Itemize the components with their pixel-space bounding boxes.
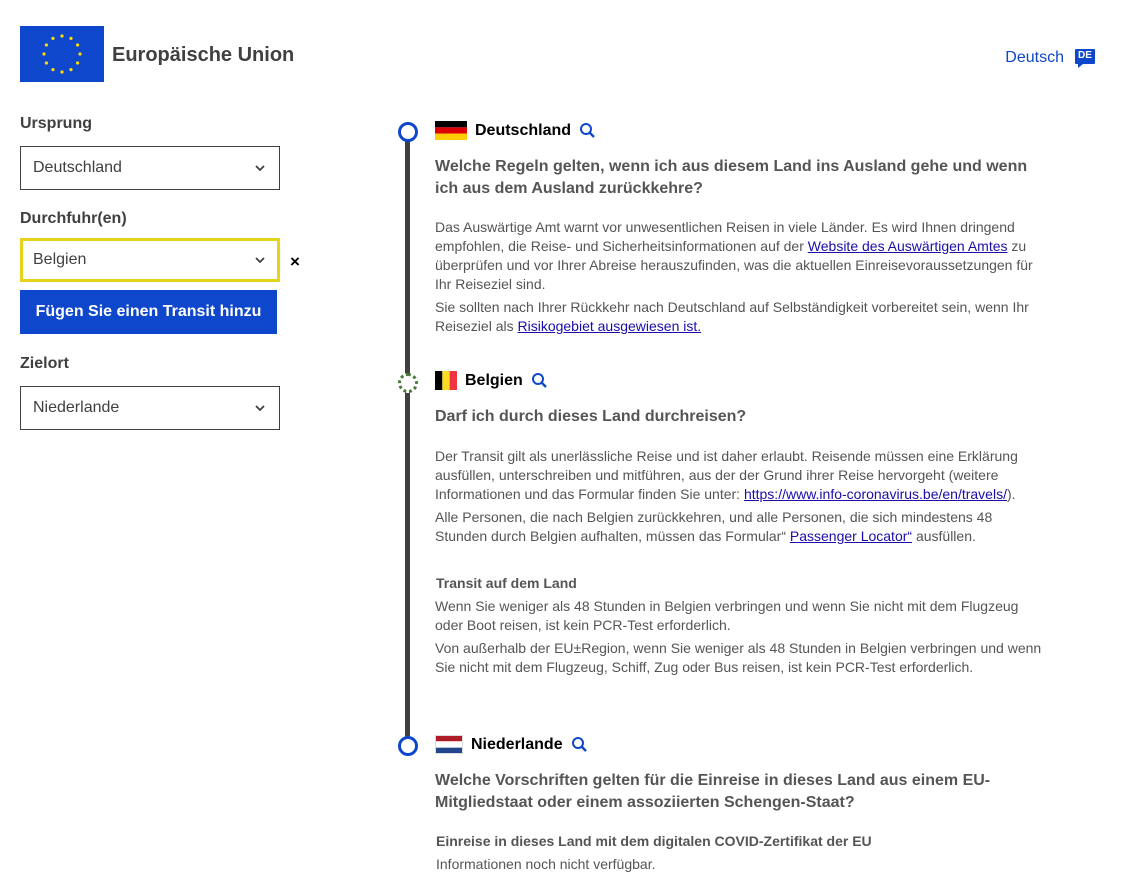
add-transit-button[interactable]: Fügen Sie einen Transit hinzu: [20, 290, 277, 334]
destination-subheading: Einreise in dieses Land mit dem digitalen COVID-Zertifikat der EU: [436, 833, 872, 849]
germany-flag-icon: [435, 121, 467, 140]
origin-country-name: Deutschland: [475, 121, 572, 139]
transit-subheading: Transit auf dem Land: [436, 575, 577, 591]
origin-info: [435, 218, 1045, 336]
destination-label: Zielort: [20, 355, 69, 372]
transit-paragraph-2: [435, 508, 1045, 546]
transit-country-header: [435, 371, 548, 390]
destination-paragraph-1: Informationen noch nicht verfügbar.: [436, 856, 656, 872]
transit-select-value: Belgien: [33, 251, 87, 268]
origin-paragraph-1: [435, 218, 1045, 294]
zoom-icon[interactable]: [531, 372, 548, 389]
remove-transit-button[interactable]: ×: [290, 252, 300, 271]
timeline-node-transit: [398, 373, 418, 393]
language-code: DE: [1078, 50, 1092, 61]
foreign-office-link[interactable]: Website des Auswärtigen Amtes: [807, 238, 1008, 254]
destination-question: Welche Vorschriften gelten für die Einreise in dieses Land aus einem EU-Mitgliedstaat oder einem assoziierten Schengen-Staat?: [435, 772, 991, 811]
origin-country-header: [435, 121, 596, 140]
text: Das Auswärtige Amt warnt vor unwesentlichen Reisen in viele Länder. Es wird Ihnen dringend empfohlen, die Reise- und Sicherheitsinformationen auf der: [435, 219, 1015, 254]
language-selector[interactable]: [1005, 48, 1096, 67]
origin-label: Ursprung: [20, 115, 92, 132]
site-title: Europäische Union: [112, 44, 295, 66]
transit-info: [435, 447, 1045, 546]
destination-select-value: Niederlande: [33, 399, 120, 416]
belgium-flag-icon: [435, 371, 457, 390]
transit-paragraph-4: Von außerhalb der EU±Region, wenn Sie weniger als 48 Stunden in Belgien verbringen und wenn Sie nicht mit dem Flugzeug, Schiff, Zug oder Bus reisen, ist kein PCR-Test erforderlich.: [435, 640, 1042, 675]
netherlands-flag-icon: [435, 735, 463, 754]
language-icon[interactable]: [1074, 48, 1096, 67]
zoom-icon[interactable]: [579, 122, 596, 139]
passenger-locator-link[interactable]: Passenger Locator“: [789, 528, 913, 544]
eu-flag-logo: [20, 26, 104, 82]
origin-question: Welche Regeln gelten, wenn ich aus diesem Land ins Ausland gehe und wenn ich aus dem Ausland zurückkehre?: [435, 158, 1028, 197]
text: Sie sollten nach Ihrer Rückkehr nach Deutschland auf Selbständigkeit vorbereitet sein, wenn Ihr Reiseziel als: [435, 299, 1029, 334]
destination-country-name: Niederlande: [471, 735, 563, 753]
origin-paragraph-2: [435, 298, 1045, 336]
zoom-icon[interactable]: [571, 736, 588, 753]
text: ).: [1006, 486, 1016, 502]
text: Der Transit gilt als unerlässliche Reise und ist daher erlaubt. Reisende müssen eine Erklärung ausfüllen, unterschreiben und mitführen, aus der der Grund ihrer Reise hervorgeht (weitere Informationen und das Formular finden Sie unter:: [435, 448, 1018, 502]
destination-select[interactable]: [20, 386, 280, 430]
transit-paragraph-1: [435, 447, 1045, 504]
text: zu überprüfen und vor Ihrer Abreise herauszufinden, was die aktuellen Einreisevoraussetzungen für Ihr Reiseziel sind.: [435, 238, 1033, 292]
text: Alle Personen, die nach Belgien zurückkehren, und alle Personen, die sich mindestens 48 Stunden durch Belgien aufhalten, müssen das Formular“: [435, 509, 993, 544]
transit-paragraph-3: Wenn Sie weniger als 48 Stunden in Belgien verbringen und wenn Sie nicht mit dem Flugzeug oder Boot reisen, ist kein PCR-Test erforderlich.: [435, 598, 1019, 633]
transit-land-info: [435, 597, 1045, 677]
chevron-down-icon: [253, 401, 267, 415]
transit-select[interactable]: [20, 238, 280, 282]
timeline-node-destination: [398, 736, 418, 756]
chevron-down-icon: [253, 253, 267, 267]
chevron-down-icon: [253, 161, 267, 175]
origin-select-value: Deutschland: [33, 159, 122, 176]
destination-country-header: [435, 735, 588, 754]
timeline-node-origin: [398, 122, 418, 142]
risk-area-link[interactable]: Risikogebiet ausgewiesen ist.: [517, 318, 702, 334]
origin-select[interactable]: [20, 146, 280, 190]
info-coronavirus-link[interactable]: https://www.info-coronavirus.be/en/travels/: [743, 486, 1007, 502]
transit-country-name: Belgien: [465, 371, 523, 389]
transit-question: Darf ich durch dieses Land durchreisen?: [435, 408, 747, 425]
text: ausfüllen.: [912, 528, 976, 544]
transit-label: Durchfuhr(en): [20, 210, 127, 227]
timeline-line: [405, 140, 410, 740]
language-label[interactable]: Deutsch: [1005, 48, 1064, 66]
